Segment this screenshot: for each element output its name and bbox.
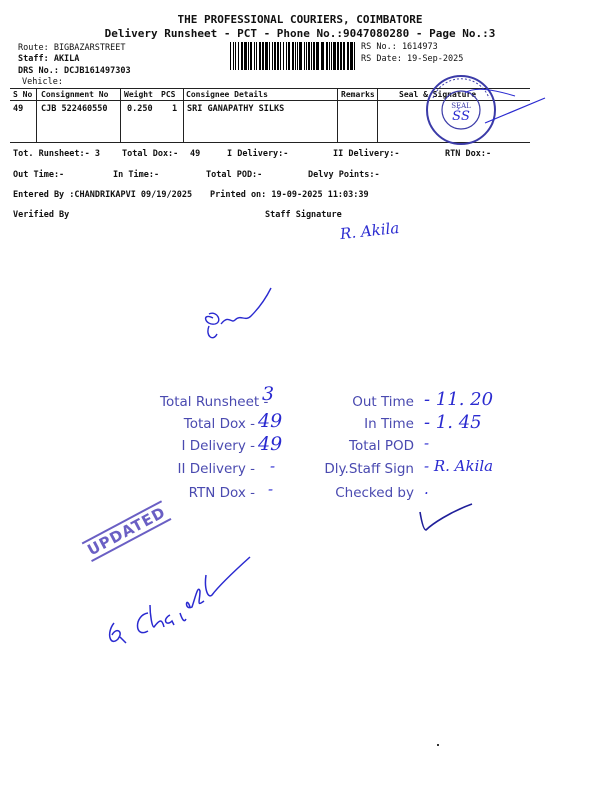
row-consignment: CJB 522460550 [41, 104, 108, 114]
staff-handwritten-sign: R. Akila [339, 218, 401, 244]
barcode-bar [248, 42, 249, 70]
barcode-bar [350, 42, 353, 70]
barcode-bar [244, 42, 247, 70]
staff: Staff: AKILA [18, 54, 80, 64]
entered-by-signature [100, 535, 260, 655]
row-sno: 49 [13, 104, 24, 114]
stamp-rtn-dox: RTN Dox - [188, 485, 255, 501]
barcode-bar [329, 42, 330, 70]
col-consignee: Consignee Details [186, 90, 268, 99]
barcode-bar [331, 42, 332, 70]
stamp-ii-delivery: II Delivery - [177, 461, 255, 477]
barcode-bar [230, 42, 231, 70]
col-sno: S No [13, 90, 33, 99]
barcode-bar [280, 42, 281, 70]
stamp-total-pod: Total POD [349, 438, 414, 454]
hw-out-time: - 11. 20 [424, 389, 494, 410]
entered-by: Entered By :CHANDRIKAPVI 09/19/2025 [13, 190, 193, 200]
rtn-dox: RTN Dox:- [445, 149, 492, 159]
barcode-bar [299, 42, 302, 70]
route: Route: BIGBAZARSTREET [18, 43, 126, 53]
stamp-in-time: In Time [364, 416, 414, 432]
stamp-i-delivery: I Delivery - [181, 438, 255, 454]
vehicle: Vehicle: [22, 77, 63, 87]
barcode-bar [304, 42, 305, 70]
rs-date: RS Date: 19-Sep-2025 [361, 54, 464, 64]
barcode-bar [306, 42, 307, 70]
barcode-bar [340, 42, 342, 70]
barcode-bar [233, 42, 234, 70]
hw-total-pod: - [424, 434, 430, 452]
drs-number: DRS No.: DCJB161497303 [18, 66, 131, 76]
round-seal-stamp [425, 68, 555, 153]
runsheet-subtitle: Delivery Runsheet - PCT - Phone No.:9047080280 - Page No.:3 [104, 27, 496, 40]
checked-by-signature [410, 490, 480, 535]
ii-delivery: II Delivery:- [333, 149, 400, 159]
staff-signature-label: Staff Signature [265, 210, 342, 220]
dot-mark [437, 744, 439, 746]
seal-center-text: SEAL [451, 102, 471, 110]
hw-dox: 49 [258, 410, 283, 432]
row-weight: 0.250 [127, 104, 153, 114]
barcode-bar [297, 42, 298, 70]
in-time: In Time:- [113, 170, 160, 180]
barcode-bar [265, 42, 268, 70]
row-consignee: SRI GANAPATHY SILKS [187, 104, 285, 114]
barcode-bar [259, 42, 261, 70]
total-dox-value: 49 [190, 149, 201, 159]
stamp-out-time: Out Time [352, 394, 414, 410]
updated-stamp-text: UPDATED [82, 500, 172, 562]
barcode-bar [288, 42, 290, 70]
barcode-bar [292, 42, 294, 70]
col-pcs: PCS [161, 90, 176, 99]
col-remarks: Remarks [341, 90, 375, 99]
hw-checked-by: . [424, 480, 429, 498]
delvy-points: Delvy Points:- [308, 170, 380, 180]
barcode-bar [286, 42, 287, 70]
hw-i-delivery: 49 [258, 433, 283, 455]
company-name: THE PROFESSIONAL COURIERS, COIMBATORE [177, 13, 423, 26]
out-time: Out Time:- [13, 170, 65, 180]
barcode-bar [333, 42, 336, 70]
barcode-bar [313, 42, 315, 70]
barcode-bar [238, 42, 239, 70]
barcode-bar [235, 42, 236, 70]
verified-by: Verified By [13, 210, 70, 220]
barcode-bar [321, 42, 324, 70]
i-delivery: I Delivery:- [227, 149, 289, 159]
barcode-bar [274, 42, 276, 70]
col-weight: Weight [124, 90, 153, 99]
hw-in-time: - 1. 45 [424, 412, 482, 433]
barcode-bar [308, 42, 310, 70]
barcode-bar [250, 42, 252, 70]
row-pcs: 1 [172, 104, 178, 114]
barcode-bar [272, 42, 273, 70]
hw-ii-delivery: - [270, 457, 276, 475]
barcode-bar [337, 42, 339, 70]
hw-dly-staff-sign: - R. Akila [424, 457, 494, 475]
barcode-bar [254, 42, 255, 70]
stamp-checked-by: Checked by [335, 485, 414, 501]
barcode-bar [277, 42, 279, 70]
hw-runsheet: 3 [262, 383, 275, 405]
barcode-bar [295, 42, 296, 70]
barcode-bar [241, 42, 243, 70]
col-seal-signature: Seal & Signature [399, 90, 477, 99]
total-dox-label: Total Dox:- [122, 149, 179, 159]
barcode-bar [347, 42, 349, 70]
col-consignment: Consignment No [41, 90, 109, 99]
barcode-bar [283, 42, 284, 70]
barcode [230, 42, 356, 70]
barcode-bar [354, 42, 355, 70]
barcode-bar [311, 42, 312, 70]
rs-number: RS No.: 1614973 [361, 42, 438, 52]
hw-rtn-dox: - [268, 480, 274, 498]
stamp-dly-staff-sign: Dly.Staff Sign [324, 461, 414, 477]
barcode-bar [256, 42, 257, 70]
barcode-bar [269, 42, 270, 70]
total-pod: Total POD:- [206, 170, 263, 180]
barcode-bar [262, 42, 264, 70]
verifier-signature [195, 280, 280, 350]
printed-on: Printed on: 19-09-2025 11:03:39 [210, 190, 369, 200]
barcode-bar [343, 42, 345, 70]
barcode-bar [316, 42, 319, 70]
tot-runsheet: Tot. Runsheet:- 3 [13, 149, 100, 159]
stamp-total-dox: Total Dox - [183, 416, 255, 432]
stamp-total-runsheet: Total Runsheet - [160, 394, 269, 410]
barcode-bar [326, 42, 328, 70]
seal-initials: ŚS [452, 109, 470, 124]
